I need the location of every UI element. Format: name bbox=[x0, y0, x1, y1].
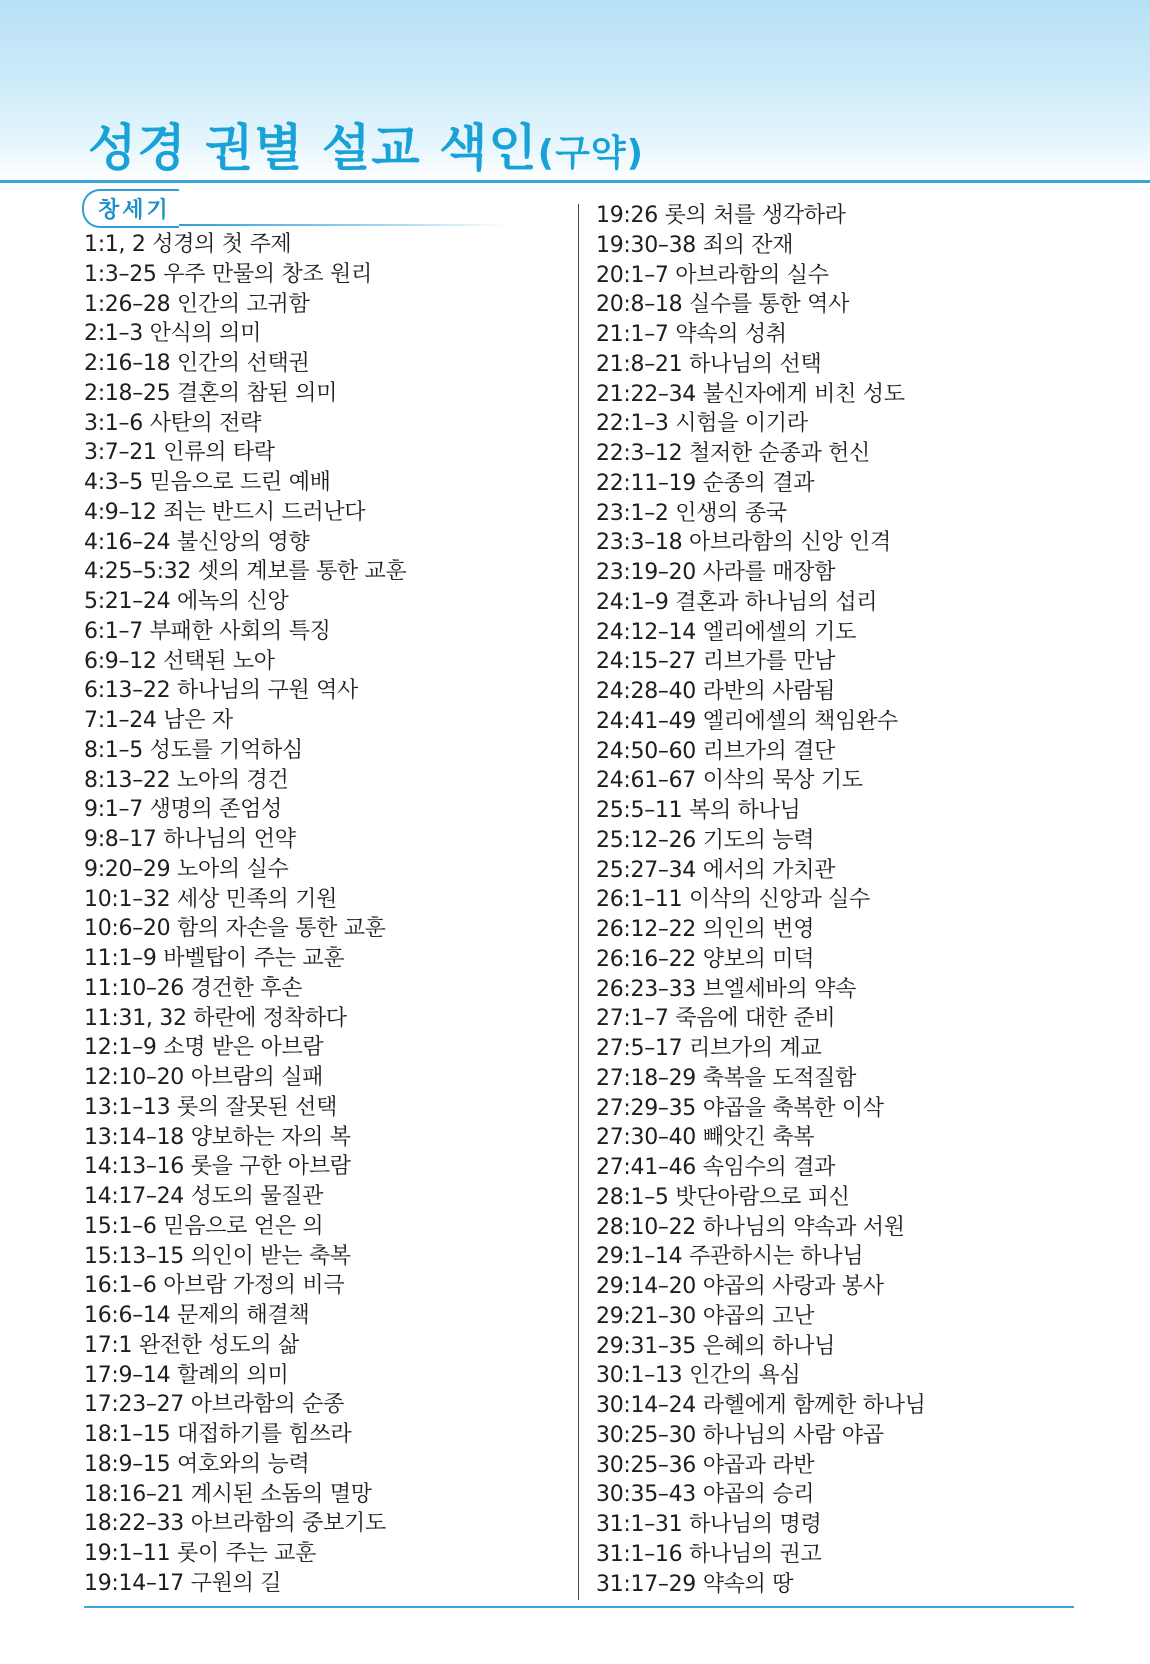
index-entry: 25:5–11 복의 하나님 bbox=[596, 798, 801, 823]
index-entry: 23:3–18 아브라함의 신앙 인격 bbox=[596, 530, 891, 556]
index-entry: 1:1, 2 성경의 첫 주제 bbox=[84, 232, 292, 257]
index-entry: 24:61–67 이삭의 묵상 기도 bbox=[596, 768, 863, 794]
index-entry: 26:23–33 브엘세바의 약속 bbox=[596, 976, 857, 1002]
left-column-list bbox=[84, 230, 406, 1599]
index-entry: 18:22–33 아브라함의 중보기도 bbox=[84, 1511, 386, 1537]
index-entry: 21:1–7 약속의 성취 bbox=[596, 322, 787, 347]
index-entry: 27:1–7 죽음에 대한 준비 bbox=[596, 1006, 836, 1032]
index-entry: 24:1–9 결혼과 하나님의 섭리 bbox=[596, 589, 878, 615]
index-entry: 27:41–46 속임수의 결과 bbox=[596, 1155, 836, 1180]
index-entry: 30:25–36 야곱과 라반 bbox=[596, 1452, 815, 1478]
index-entry: 27:29–35 야곱을 축복한 이삭 bbox=[596, 1095, 884, 1121]
index-entry: 9:20–29 노아의 실수 bbox=[84, 856, 289, 882]
index-entry: 29:21–30 야곱의 고난 bbox=[596, 1303, 815, 1329]
index-entry: 31:17–29 약속의 땅 bbox=[596, 1571, 794, 1597]
index-entry: 31:1–31 하나님의 명령 bbox=[596, 1512, 822, 1537]
index-entry: 18:9–15 여호와의 능력 bbox=[84, 1451, 310, 1477]
index-entry: 12:10–20 아브람의 실패 bbox=[84, 1065, 324, 1090]
index-entry: 3:7–21 인류의 타락 bbox=[84, 440, 275, 466]
section-label: 창세기 bbox=[82, 189, 179, 228]
index-entry: 15:13–15 의인이 받는 축복 bbox=[84, 1243, 351, 1269]
index-entry: 5:21–24 에녹의 신앙 bbox=[84, 589, 289, 614]
index-entry: 19:14–17 구원의 길 bbox=[84, 1570, 282, 1596]
index-entry: 13:14–18 양보하는 자의 복 bbox=[84, 1124, 351, 1150]
index-entry: 30:35–43 야곱의 승리 bbox=[596, 1482, 815, 1508]
index-entry: 4:9–12 죄는 반드시 드러난다 bbox=[84, 499, 366, 525]
page-title bbox=[88, 108, 644, 180]
index-entry: 6:13–22 하나님의 구원 역사 bbox=[84, 678, 358, 704]
index-entry: 24:50–60 리브가의 결단 bbox=[596, 738, 836, 764]
page-title-main: 성경 권별 설교 색인 bbox=[88, 119, 538, 177]
index-entry: 29:1–14 주관하시는 하나님 bbox=[596, 1244, 864, 1270]
index-entry: 28:1–5 밧단아람으로 피신 bbox=[596, 1184, 850, 1210]
header-rule bbox=[0, 180, 1150, 183]
index-entry: 23:1–2 인생의 종국 bbox=[596, 500, 787, 526]
index-entry: 24:41–49 엘리에셀의 책임완수 bbox=[596, 708, 898, 734]
page-title-sub: (구약) bbox=[537, 133, 645, 174]
index-entry: 27:5–17 리브가의 계교 bbox=[596, 1036, 822, 1061]
index-entry: 4:25–5:32 셋의 계보를 통한 교훈 bbox=[84, 559, 407, 585]
index-entry: 21:8–21 하나님의 선택 bbox=[596, 351, 822, 377]
index-entry: 29:14–20 야곱의 사랑과 봉사 bbox=[596, 1274, 884, 1299]
index-entry: 11:31, 32 하란에 정착하다 bbox=[84, 1005, 347, 1031]
index-entry: 20:1–7 아브라함의 실수 bbox=[596, 262, 829, 288]
index-entry: 30:1–13 인간의 욕심 bbox=[596, 1363, 801, 1389]
index-entry: 26:1–11 이삭의 신앙과 실수 bbox=[596, 887, 870, 913]
index-entry: 10:1–32 세상 민족의 기원 bbox=[84, 886, 338, 912]
index-entry: 3:1–6 사탄의 전략 bbox=[84, 410, 262, 436]
index-entry: 31:1–16 하나님의 권고 bbox=[596, 1541, 822, 1567]
index-entry: 22:1–3 시험을 이기라 bbox=[596, 411, 808, 437]
index-entry: 14:13–16 롯을 구한 아브람 bbox=[84, 1154, 351, 1180]
index-entry: 25:12–26 기도의 능력 bbox=[596, 827, 815, 853]
index-entry: 13:1–13 롯의 잘못된 선택 bbox=[84, 1094, 338, 1120]
index-entry: 8:13–22 노아의 경건 bbox=[84, 767, 289, 793]
index-entry: 17:1 완전한 성도의 삶 bbox=[84, 1332, 299, 1358]
index-entry: 20:8–18 실수를 통한 역사 bbox=[596, 292, 850, 318]
index-entry: 26:12–22 의인의 번영 bbox=[596, 917, 815, 942]
bottom-rule bbox=[84, 1606, 1074, 1608]
index-entry: 24:15–27 리브가를 만남 bbox=[596, 649, 836, 675]
index-entry: 22:3–12 철저한 순종과 헌신 bbox=[596, 441, 870, 466]
index-entry: 25:27–34 에서의 가치관 bbox=[596, 857, 836, 883]
index-entry: 16:1–6 아브람 가정의 비극 bbox=[84, 1273, 345, 1299]
index-entry: 29:31–35 은혜의 하나님 bbox=[596, 1333, 836, 1359]
index-entry: 27:30–40 빼앗긴 축복 bbox=[596, 1125, 815, 1151]
index-entry: 2:16–18 인간의 선택권 bbox=[84, 351, 310, 376]
index-entry: 19:26 롯의 처를 생각하라 bbox=[596, 203, 846, 228]
index-entry: 9:1–7 생명의 존엄성 bbox=[84, 797, 283, 823]
index-entry: 30:25–30 하나님의 사람 야곱 bbox=[596, 1422, 884, 1448]
index-entry: 2:1–3 안식의 의미 bbox=[84, 321, 262, 347]
index-entry: 12:1–9 소명 받은 아브람 bbox=[84, 1035, 324, 1061]
index-entry: 18:1–15 대접하기를 힘쓰라 bbox=[84, 1422, 352, 1447]
index-entry: 1:3–25 우주 만물의 창조 원리 bbox=[84, 261, 372, 287]
index-entry: 19:30–38 죄의 잔재 bbox=[596, 232, 794, 258]
index-entry: 27:18–29 축복을 도적질함 bbox=[596, 1065, 857, 1091]
section-underline bbox=[179, 224, 509, 226]
index-entry: 17:9–14 할례의 의미 bbox=[84, 1362, 289, 1388]
index-entry: 24:28–40 라반의 사람됨 bbox=[596, 679, 836, 704]
index-entry: 18:16–21 계시된 소돔의 멸망 bbox=[84, 1481, 372, 1507]
index-entry: 26:16–22 양보의 미덕 bbox=[596, 946, 815, 972]
index-entry: 4:16–24 불신앙의 영향 bbox=[84, 529, 310, 555]
index-entry: 1:26–28 인간의 고귀함 bbox=[84, 291, 310, 317]
index-entry: 24:12–14 엘리에셀의 기도 bbox=[596, 619, 857, 645]
index-entry: 16:6–14 문제의 해결책 bbox=[84, 1303, 310, 1328]
index-entry: 2:18–25 결혼의 참된 의미 bbox=[84, 380, 338, 406]
index-entry: 8:1–5 성도를 기억하심 bbox=[84, 737, 303, 763]
index-entry: 19:1–11 롯이 주는 교훈 bbox=[84, 1541, 317, 1566]
right-column-list bbox=[596, 201, 926, 1599]
index-entry: 30:14–24 라헬에게 함께한 하나님 bbox=[596, 1393, 926, 1418]
column-divider bbox=[578, 204, 579, 1600]
index-entry: 7:1–24 남은 자 bbox=[84, 708, 233, 733]
index-entry: 21:22–34 불신자에게 비친 성도 bbox=[596, 381, 905, 407]
index-entry: 17:23–27 아브라함의 순종 bbox=[84, 1392, 345, 1418]
index-entry: 10:6–20 함의 자손을 통한 교훈 bbox=[84, 916, 386, 942]
index-entry: 9:8–17 하나님의 언약 bbox=[84, 827, 296, 852]
index-entry: 4:3–5 믿음으로 드린 예배 bbox=[84, 470, 331, 495]
index-entry: 23:19–20 사라를 매장함 bbox=[596, 560, 836, 585]
index-entry: 6:1–7 부패한 사회의 특징 bbox=[84, 618, 331, 644]
section-heading bbox=[82, 189, 509, 228]
index-entry: 14:17–24 성도의 물질관 bbox=[84, 1184, 324, 1209]
index-entry: 15:1–6 믿음으로 얻은 의 bbox=[84, 1213, 324, 1239]
index-entry: 11:1–9 바벨탑이 주는 교훈 bbox=[84, 946, 345, 971]
index-entry: 22:11–19 순종의 결과 bbox=[596, 470, 815, 496]
index-entry: 6:9–12 선택된 노아 bbox=[84, 648, 275, 674]
index-entry: 11:10–26 경건한 후손 bbox=[84, 975, 303, 1001]
index-entry: 28:10–22 하나님의 약속과 서원 bbox=[596, 1214, 905, 1240]
